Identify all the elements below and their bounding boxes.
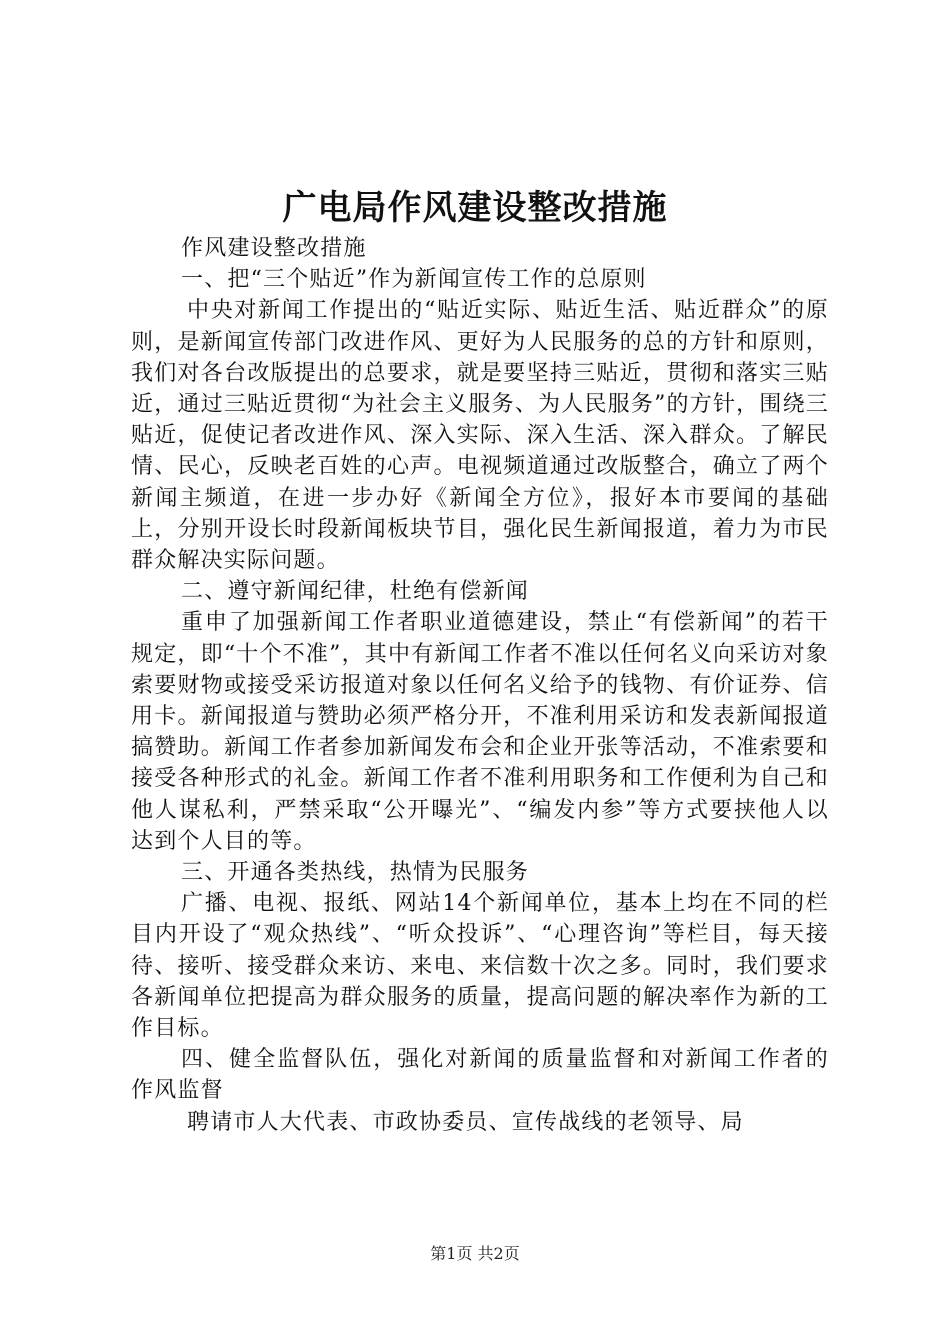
section-heading-4: 四、健全监督队伍，强化对新闻的质量监督和对新闻工作者的作风监督: [131, 1047, 829, 1104]
paragraph-section-2: 重申了加强新闻工作者职业道德建设，禁止“有偿新闻”的若干规定，即“十个不准”，其中有新闻工作者不准以任何名义向采访对象索要财物或接受采访报道对象以任何名义给予的钱物、有价证券、信用卡。新闻报道与赞助必须严格分开，不准利用采访和发表新闻报道搞赞助。新闻工作者参加新闻发布会和企业开张等活动，不准索要和接受各种形式的礼金。新闻工作者不准利用职务和工作便利为自己和他人谋私利，严禁采取“公开曝光”、“编发内参”等方式要挟他人以达到个人目的等。: [131, 610, 829, 854]
page-number-footer: 第1页 共2页: [430, 1244, 520, 1263]
section-heading-2: 二、遵守新闻纪律，杜绝有偿新闻: [181, 579, 530, 605]
paragraph-section-4: 聘请市人大代表、市政协委员、宣传战线的老领导、局: [187, 1109, 744, 1135]
paragraph-section-1: 中央对新闻工作提出的“贴近实际、贴近生活、贴近群众”的原则，是新闻宣传部门改进作风、更好为人民服务的总的方针和原则，我们对各台改版提出的总要求，就是要坚持三贴近，贯彻和落实三贴近，通过三贴近贯彻“为社会主义服务、为人民服务”的方针，围绕三贴近，促使记者改进作风、深入实际、深入生活、深入群众。了解民情、民心，反映老百姓的心声。电视频道通过改版整合，确立了两个新闻主频道，在进一步办好《新闻全方位》，报好本市要闻的基础上，分别开设长时段新闻板块节目，强化民生新闻报道，着力为市民群众解决实际问题。: [131, 298, 829, 574]
section-heading-3: 三、开通各类热线，热情为民服务: [181, 860, 530, 886]
section-heading-1: 一、把“三个贴近”作为新闻宣传工作的总原则: [181, 267, 647, 293]
document-title: 广电局作风建设整改措施: [282, 188, 668, 228]
paragraph-section-3: 广播、电视、报纸、网站14个新闻单位，基本上均在不同的栏目内开设了“观众热线”、“听众投诉”、“心理咨询”等栏目，每天接待、接听、接受群众来访、来电、来信数十次之多。同时，我们要求各新闻单位把提高为群众服务的质量，提高问题的解决率作为新的工作目标。: [131, 891, 829, 1042]
document-body: [131, 233, 829, 1138]
paragraph-subtitle: 作风建设整改措施: [181, 236, 367, 261]
